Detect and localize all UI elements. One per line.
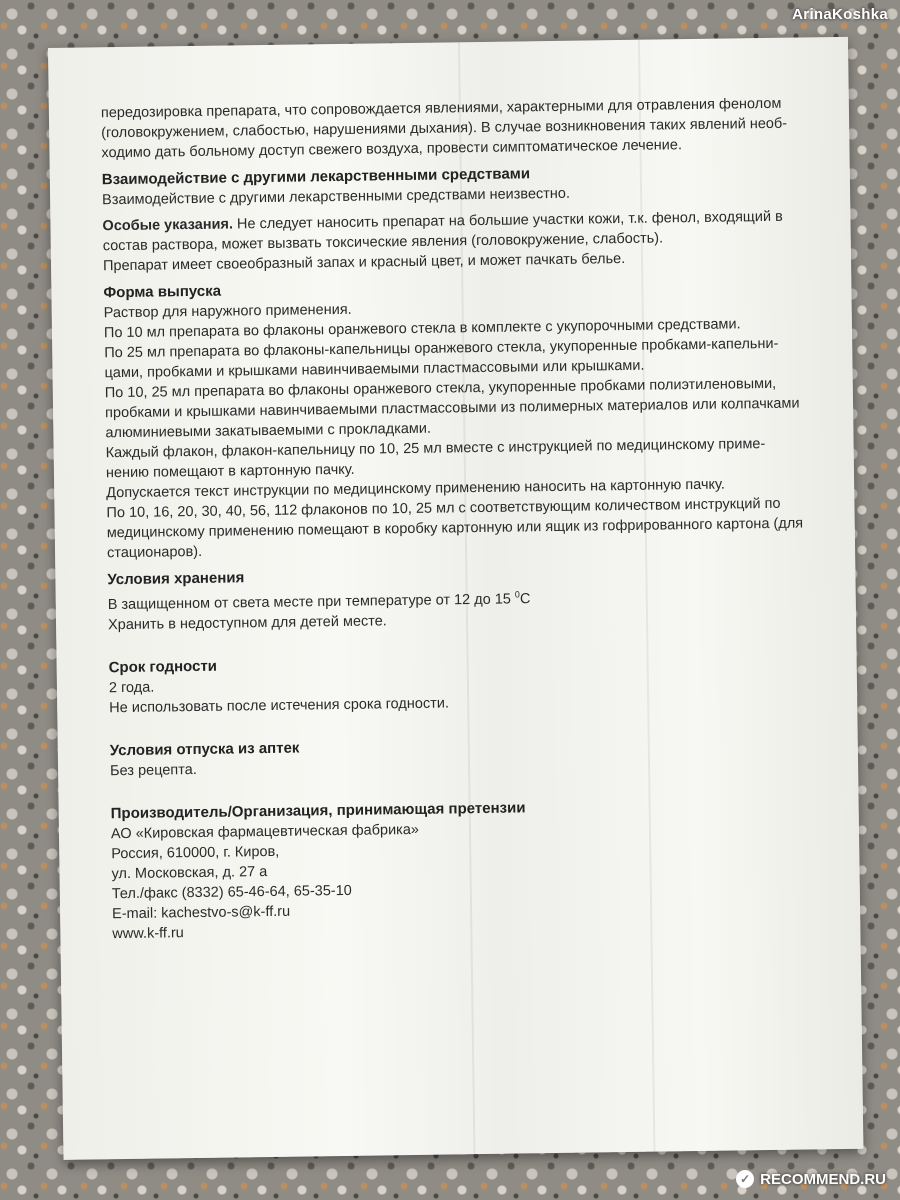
- text-line: стационаров).: [106, 543, 203, 562]
- text-line: Допускается текст инструкции по медицинскому применению наносить на картонную пачку.: [106, 476, 725, 502]
- temperature-unit: С: [519, 591, 531, 608]
- text-line: АО «Кировская фармацевтическая фабрика»: [110, 821, 420, 843]
- text-line: По 10, 16, 20, 30, 40, 56, 112 флаконов по 10, 25 мл с соответствующим количеством инструкций по: [106, 495, 781, 522]
- text-line: Не использовать после истечения срока годности.: [109, 695, 450, 717]
- instruction-leaflet: [48, 37, 863, 1160]
- text-line: ул. Московская, д. 27 а: [111, 863, 268, 883]
- text-line: ходимо дать больному доступ свежего воздуха, провести симптоматическое лечение.: [101, 137, 683, 162]
- text-line: нению помещают в картонную пачку.: [105, 461, 355, 482]
- text-line: медицинскому применению помещают в коробку картонную или ящик из гофрированного картона (для: [106, 515, 804, 542]
- section-heading: Условия хранения: [107, 569, 245, 589]
- recommend-logo-icon: ✓: [736, 1170, 754, 1188]
- site-watermark-text: RECOMMEND.RU: [760, 1170, 886, 1188]
- text-line: цами, пробками и крышками навинчиваемыми пластмассовыми или крышками.: [104, 357, 645, 382]
- text-line: передозировка препарата, что сопровождается явлениями, характерными для отравления фенолом: [100, 95, 782, 122]
- overdose-section: [101, 93, 802, 163]
- storage-temperature: В защищенном от света месте при температуре от 12 до 15: [107, 591, 516, 614]
- website: www.k-ff.ru: [112, 925, 184, 943]
- degree-mark: 0: [514, 589, 520, 600]
- text-line: Хранить в недоступном для детей месте.: [107, 613, 387, 634]
- text-line: Россия, 610000, г. Киров,: [111, 843, 280, 863]
- phone-fax: Тел./факс (8332) 65-46-64, 65-35-10: [111, 882, 352, 903]
- interaction-section: [102, 159, 803, 210]
- email: E-mail: kachestvo-s@k-ff.ru: [111, 903, 291, 923]
- text-line: 2 года.: [108, 679, 155, 697]
- release-form-section: [103, 272, 807, 563]
- author-watermark: ArinaKoshka: [792, 6, 888, 23]
- text-line: пробками и крышками навинчиваемыми пластмассовыми из полимерных материалов или колпачками: [104, 395, 800, 422]
- leaflet-content: [101, 93, 813, 944]
- text-line: (головокружением, слабостью, нарушениями дыхания). В случае возникновения таких явлений необ-: [101, 115, 788, 142]
- text-line: По 25 мл препарата во флаконы-капельницы оранжевого стекла, укупоренные пробками-капельни-: [104, 335, 779, 362]
- text-line: Препарат имеет своеобразный запах и красный цвет, и может пачкать белье.: [102, 250, 626, 275]
- text-line: Без рецепта.: [109, 761, 197, 780]
- text-line: алюминиевыми закатываемыми с прокладками.: [105, 420, 432, 442]
- text-line: По 10 мл препарата во флаконы оранжевого стекла в комплекте с укупорочными средствами.: [103, 316, 741, 342]
- section-heading: Производитель/Организация, принимающая претензии: [110, 799, 526, 823]
- special-label: Особые указания.: [102, 216, 234, 235]
- special-instructions-section: [102, 206, 803, 276]
- text-line: Каждый флакон, флакон-капельницу по 10, 25 мл вместе с инструкцией по медицинскому приме-: [105, 436, 766, 462]
- manufacturer-section: [111, 793, 813, 944]
- text-line: Взаимодействие с другими лекарственными средствами неизвестно.: [102, 185, 571, 209]
- special-text: Не следует наносить препарат на большие участки кожи, т.к. фенол, входящий в: [232, 208, 783, 233]
- dispensing-section: [110, 730, 811, 781]
- shelf-life-section: [109, 647, 810, 718]
- site-watermark: [736, 1170, 886, 1188]
- section-heading: Форма выпуска: [103, 282, 222, 302]
- section-heading: Взаимодействие с другими лекарственными средствами: [101, 165, 531, 189]
- storage-section: [107, 559, 808, 635]
- text-line: состав раствора, может вызвать токсические явления (головокружение, слабость).: [102, 230, 664, 255]
- text-line: Раствор для наружного применения.: [103, 301, 352, 322]
- section-heading: Срок годности: [108, 657, 218, 677]
- text-line: По 10, 25 мл препарата во флаконы оранжевого стекла, укупоренные пробками полиэтиленовыми,: [104, 375, 777, 402]
- section-heading: Условия отпуска из аптек: [109, 739, 300, 760]
